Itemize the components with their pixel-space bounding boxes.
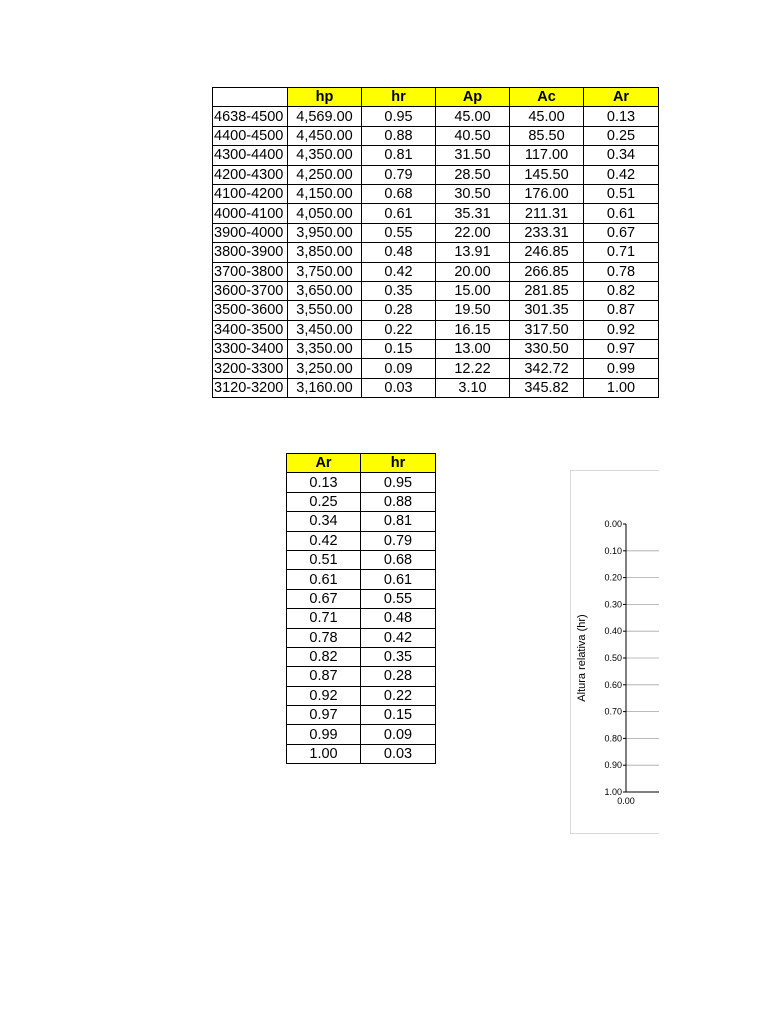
table-cell[interactable]: 0.99 [584,359,659,378]
column-header-ap[interactable]: Ap [436,88,510,107]
table-cell[interactable]: 0.28 [361,667,436,686]
table-cell[interactable]: 3200-3300 [213,359,288,378]
table-cell[interactable]: 0.15 [361,706,436,725]
table-cell[interactable]: 0.78 [584,262,659,281]
table-cell[interactable]: 176.00 [510,184,584,203]
table-cell[interactable]: 0.35 [361,647,436,666]
table-row [287,550,436,569]
table-cell[interactable]: 0.92 [584,320,659,339]
table-cell[interactable]: 0.22 [362,320,436,339]
table-cell[interactable]: 211.31 [510,204,584,223]
table-cell[interactable]: 4,050.00 [288,204,362,223]
table-cell[interactable]: 0.42 [361,628,436,647]
table-cell[interactable]: 3,250.00 [288,359,362,378]
table-cell[interactable]: 3,550.00 [288,301,362,320]
table-cell[interactable]: 4638-4500 [213,107,288,126]
table-cell[interactable]: 281.85 [510,281,584,300]
table-row [213,243,659,262]
table-cell[interactable]: 0.67 [287,589,361,608]
table-cell[interactable]: 20.00 [436,262,510,281]
table-cell[interactable]: 3300-3400 [213,340,288,359]
table-cell[interactable]: 0.88 [362,126,436,145]
table-row [213,340,659,359]
table-cell[interactable]: 0.25 [584,126,659,145]
table-cell[interactable]: 0.71 [287,609,361,628]
table-cell[interactable]: 0.67 [584,223,659,242]
table-row [213,223,659,242]
table-cell[interactable]: 22.00 [436,223,510,242]
table-cell[interactable]: 0.97 [287,706,361,725]
table-cell[interactable]: 3,850.00 [288,243,362,262]
table-cell[interactable]: 0.92 [287,686,361,705]
table-cell[interactable]: 4200-4300 [213,165,288,184]
table-row [287,589,436,608]
table-cell[interactable]: 0.71 [584,243,659,262]
table-header-row [213,88,659,107]
table-cell[interactable]: 1.00 [584,378,659,397]
y-tick-label: 0.50 [604,653,622,663]
table-cell[interactable]: 0.79 [361,531,436,550]
table-cell[interactable]: 0.25 [287,492,361,511]
table-cell[interactable]: 15.00 [436,281,510,300]
table-cell[interactable]: 3800-3900 [213,243,288,262]
y-tick-label: 0.00 [604,519,622,529]
table-cell[interactable]: 31.50 [436,146,510,165]
table-cell[interactable]: 345.82 [510,378,584,397]
table-cell[interactable]: 266.85 [510,262,584,281]
table-cell[interactable]: 45.00 [436,107,510,126]
table-row [287,725,436,744]
table-cell[interactable]: 3500-3600 [213,301,288,320]
table-cell[interactable]: 3120-3200 [213,378,288,397]
table-cell[interactable]: 0.99 [287,725,361,744]
table-cell[interactable]: 0.87 [287,667,361,686]
table-cell[interactable]: 28.50 [436,165,510,184]
column-header-ar[interactable]: Ar [584,88,659,107]
table-cell[interactable]: 0.28 [362,301,436,320]
table-header-row [287,454,436,473]
table-cell[interactable]: 3,450.00 [288,320,362,339]
table-cell[interactable]: 0.81 [361,512,436,531]
table-cell[interactable]: 4,569.00 [288,107,362,126]
column-header-ac[interactable]: Ac [510,88,584,107]
table-cell[interactable]: 3,750.00 [288,262,362,281]
table-cell[interactable]: 0.61 [287,570,361,589]
y-tick-label: 0.80 [604,733,622,744]
table-row [287,628,436,647]
table-cell[interactable]: 0.51 [584,184,659,203]
table-cell[interactable]: 0.15 [362,340,436,359]
table-row [213,184,659,203]
table-cell[interactable]: 0.22 [361,686,436,705]
column-header-hr[interactable]: hr [362,88,436,107]
table-cell[interactable]: 0.87 [584,301,659,320]
y-tick-label: 0.10 [604,545,622,556]
column-header-hp[interactable]: hp [288,88,362,107]
table-row [213,146,659,165]
table-row [213,378,659,397]
table-row [213,281,659,300]
y-tick-label: 0.20 [604,572,622,583]
table-cell[interactable]: 3,950.00 [288,223,362,242]
table-cell[interactable]: 4,250.00 [288,165,362,184]
table-row [213,320,659,339]
table-cell[interactable]: 0.13 [287,473,361,492]
table-cell[interactable]: 40.50 [436,126,510,145]
table-cell[interactable]: 0.78 [287,628,361,647]
table-row [287,512,436,531]
y-tick-label: 0.30 [604,599,622,610]
y-tick-label: 0.40 [604,626,622,637]
table-row [287,706,436,725]
table-cell[interactable]: 19.50 [436,301,510,320]
table-cell[interactable]: 4,350.00 [288,146,362,165]
y-tick-label: 0.90 [604,760,622,771]
table-cell[interactable]: 0.03 [361,744,436,763]
table-cell[interactable]: 233.31 [510,223,584,242]
table-cell[interactable]: 12.22 [436,359,510,378]
table-row [213,359,659,378]
table-cell[interactable]: 0.48 [362,243,436,262]
table-cell[interactable]: 0.88 [361,492,436,511]
table-row [213,107,659,126]
table-row [213,126,659,145]
table-cell[interactable]: 0.68 [361,550,436,569]
table-cell[interactable]: 0.42 [584,165,659,184]
chart-plot-area [571,471,659,833]
table-cell[interactable]: 4,450.00 [288,126,362,145]
table-cell[interactable]: 0.82 [287,647,361,666]
table-cell[interactable]: 0.13 [584,107,659,126]
table-cell[interactable]: 0.61 [361,570,436,589]
table-cell[interactable]: 0.48 [361,609,436,628]
table-cell[interactable]: 4400-4500 [213,126,288,145]
table-cell[interactable]: 317.50 [510,320,584,339]
table-cell[interactable]: 13.00 [436,340,510,359]
table-cell[interactable]: 45.00 [510,107,584,126]
table-cell[interactable]: 16.15 [436,320,510,339]
table-cell[interactable]: 0.03 [362,378,436,397]
table-cell[interactable]: 0.51 [287,550,361,569]
table-row [287,473,436,492]
table-row [287,686,436,705]
table-cell[interactable]: 3,160.00 [288,378,362,397]
table-cell[interactable]: 0.55 [362,223,436,242]
table-cell[interactable]: 301.35 [510,301,584,320]
table-row [287,492,436,511]
y-axis-title: Altura relativa (hr) [576,614,588,702]
table-cell[interactable]: 0.34 [584,146,659,165]
table-cell[interactable]: 0.61 [362,204,436,223]
table-cell[interactable]: 0.82 [584,281,659,300]
table-row [287,609,436,628]
table-cell[interactable]: 13.91 [436,243,510,262]
y-tick-label: 1.00 [604,787,622,797]
table-cell[interactable]: 85.50 [510,126,584,145]
column-header-blank[interactable] [213,88,288,107]
table-cell[interactable]: 4,150.00 [288,184,362,203]
hypsometric-chart[interactable] [570,470,659,834]
table-cell[interactable]: 3,350.00 [288,340,362,359]
table-cell[interactable]: 35.31 [436,204,510,223]
table-cell[interactable]: 1.00 [287,744,361,763]
table-row [287,531,436,550]
table-cell[interactable]: 3,650.00 [288,281,362,300]
table-cell[interactable]: 342.72 [510,359,584,378]
table-cell[interactable]: 0.68 [362,184,436,203]
y-tick-label: 0.60 [604,679,622,690]
table-cell[interactable]: 3400-3500 [213,320,288,339]
column-header-ar[interactable]: Ar [287,454,361,473]
table-cell[interactable]: 0.35 [362,281,436,300]
table-cell[interactable]: 0.81 [362,146,436,165]
table-cell[interactable]: 0.09 [362,359,436,378]
table-cell[interactable]: 330.50 [510,340,584,359]
table-cell[interactable]: 3.10 [436,378,510,397]
table-cell[interactable]: 4300-4400 [213,146,288,165]
table-cell[interactable]: 0.95 [362,107,436,126]
table-cell[interactable]: 0.34 [287,512,361,531]
table-row [287,667,436,686]
table-cell[interactable]: 0.09 [361,725,436,744]
table-cell[interactable]: 30.50 [436,184,510,203]
table-row [287,744,436,763]
table-cell[interactable]: 117.00 [510,146,584,165]
table-row [213,204,659,223]
table-row [213,301,659,320]
table-cell[interactable]: 0.61 [584,204,659,223]
ar-hr-table [286,453,436,764]
table-cell[interactable]: 4000-4100 [213,204,288,223]
table-row [287,570,436,589]
altitude-data-table [212,87,659,398]
column-header-hr[interactable]: hr [361,454,436,473]
table-cell[interactable]: 246.85 [510,243,584,262]
x-tick-label: 0.00 [617,796,635,806]
table-cell[interactable]: 3700-3800 [213,262,288,281]
table-row [213,262,659,281]
table-cell[interactable]: 0.42 [362,262,436,281]
y-tick-label: 0.70 [604,706,622,717]
table-cell[interactable]: 0.55 [361,589,436,608]
table-cell[interactable]: 0.97 [584,340,659,359]
table-cell[interactable]: 4100-4200 [213,184,288,203]
table-cell[interactable]: 0.42 [287,531,361,550]
table-row [213,165,659,184]
table-cell[interactable]: 3600-3700 [213,281,288,300]
table-cell[interactable]: 0.95 [361,473,436,492]
table-cell[interactable]: 0.79 [362,165,436,184]
table-cell[interactable]: 145.50 [510,165,584,184]
table-row [287,647,436,666]
table-cell[interactable]: 3900-4000 [213,223,288,242]
